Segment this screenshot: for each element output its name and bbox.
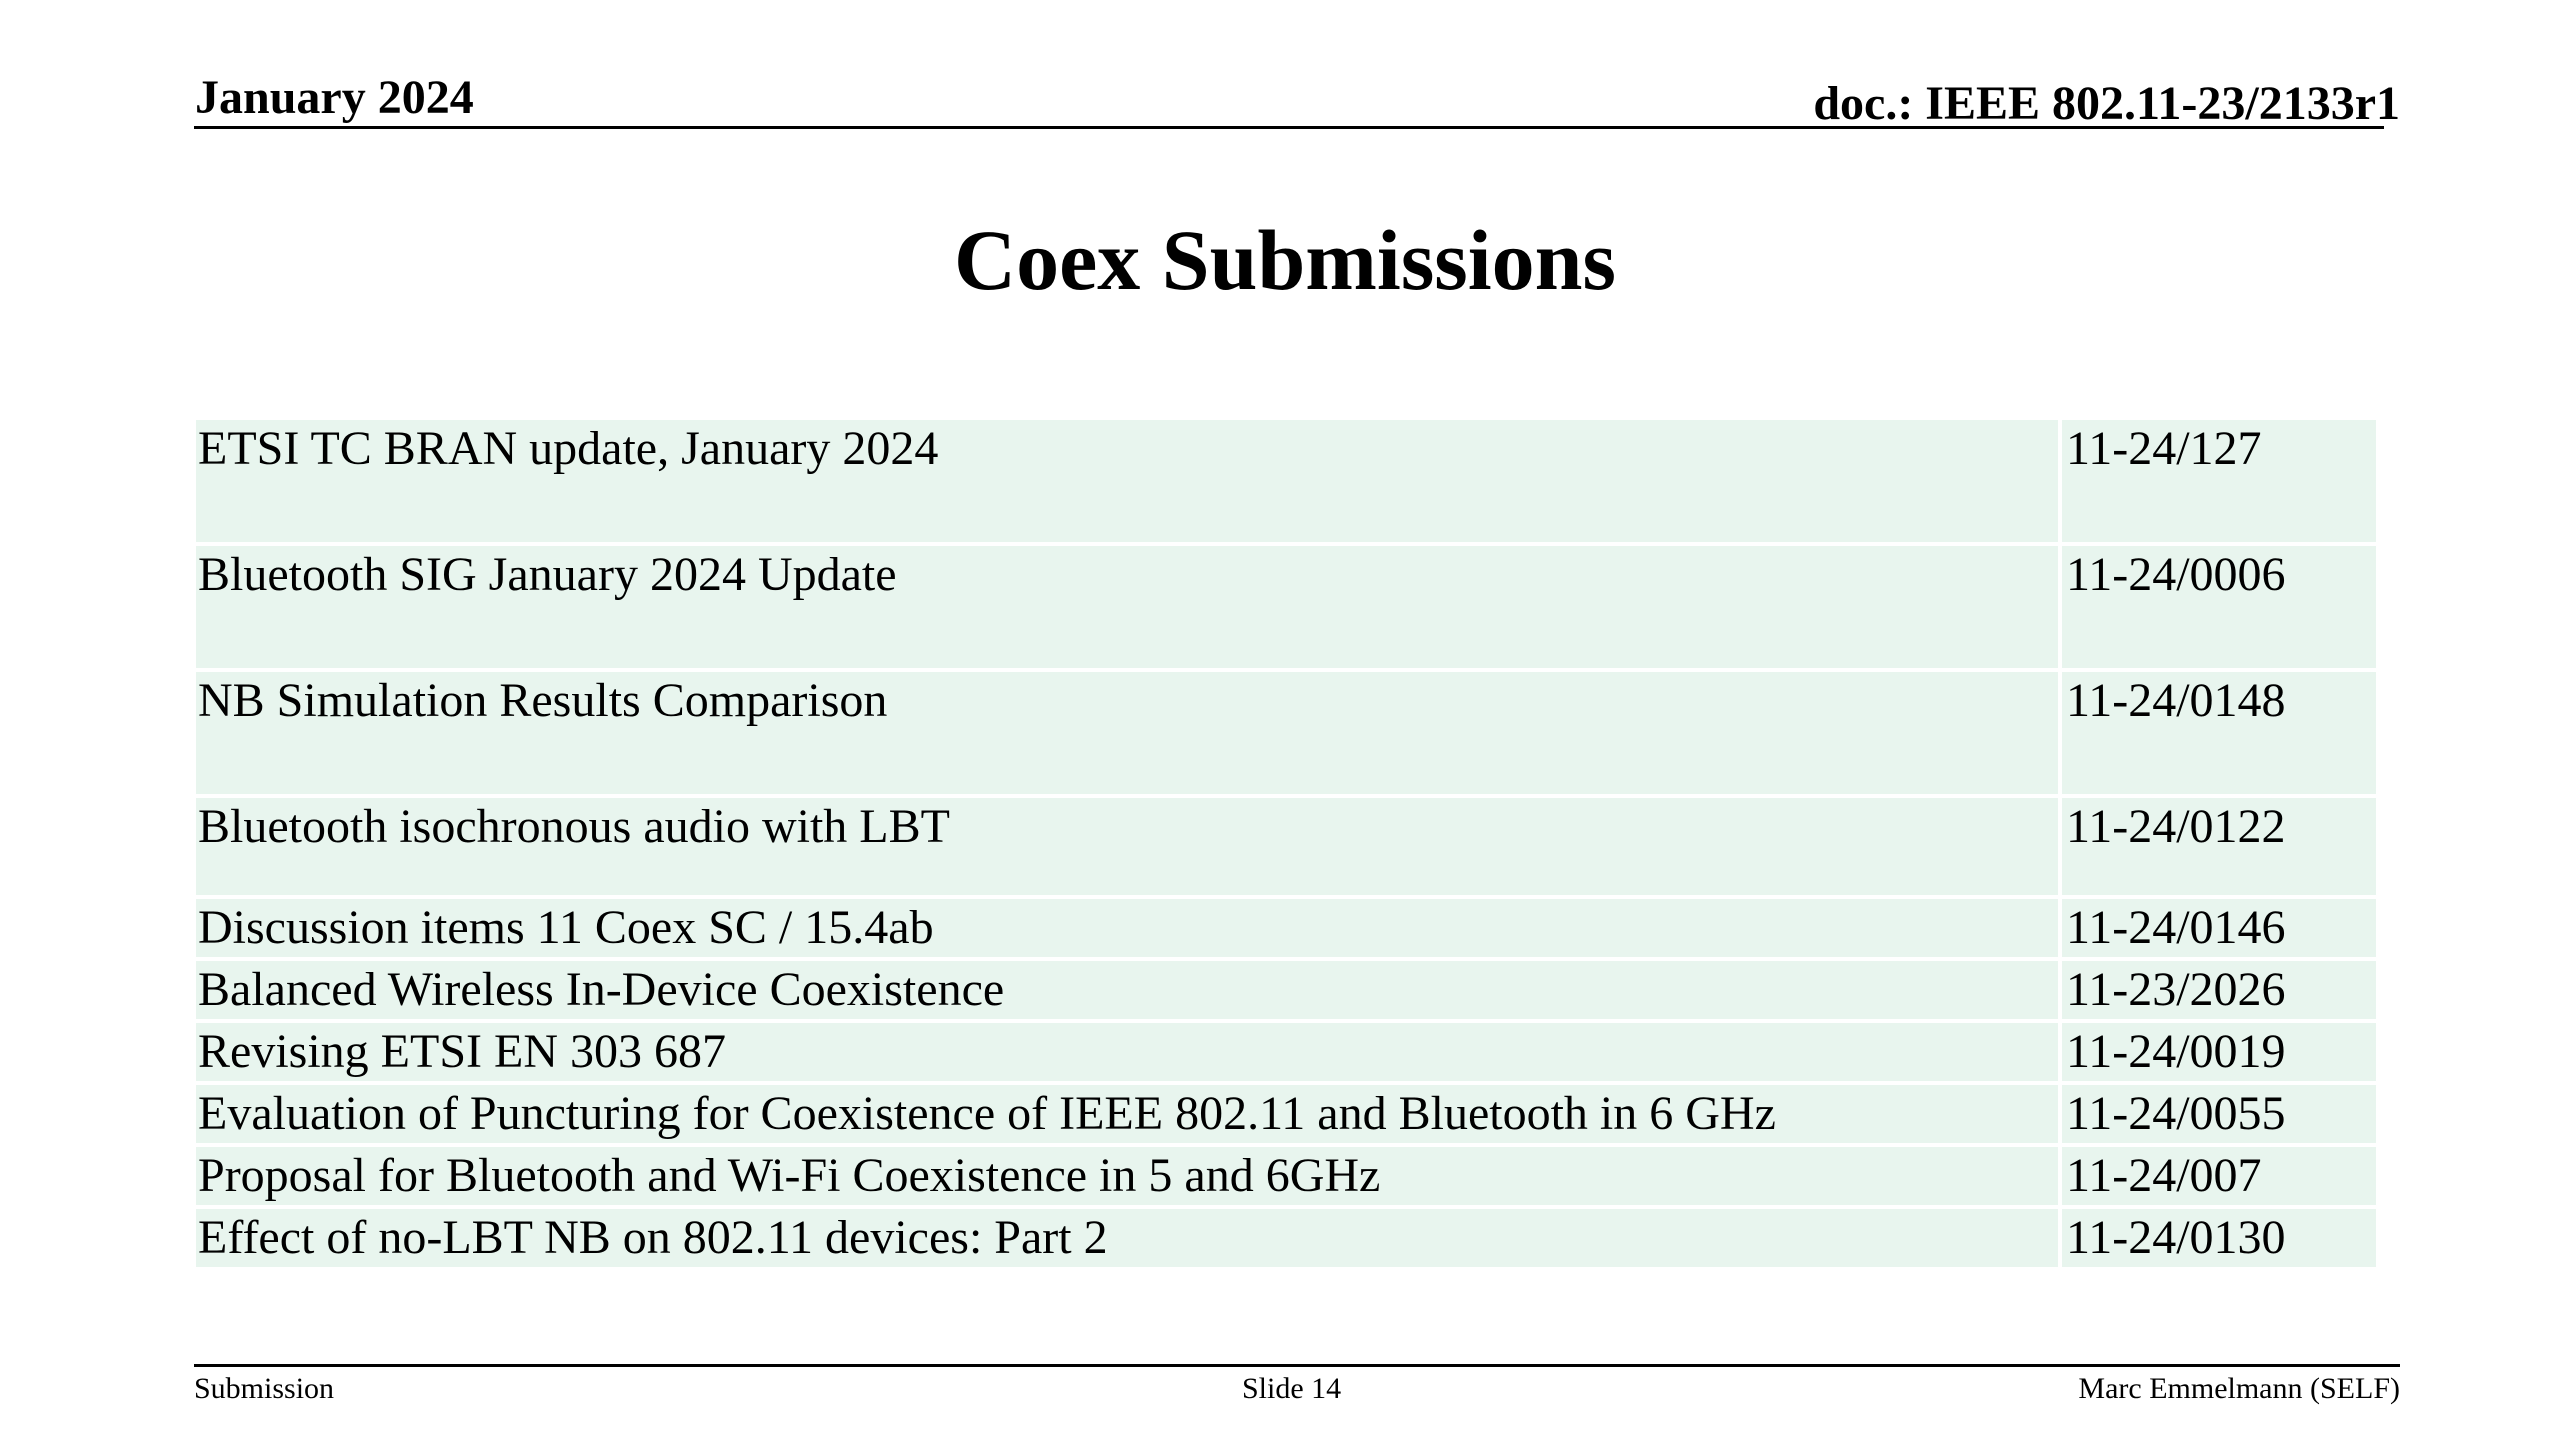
submission-title: ETSI TC BRAN update, January 2024	[196, 420, 2058, 546]
submission-title: Revising ETSI EN 303 687	[196, 1023, 2058, 1085]
table-row	[196, 798, 2376, 899]
submissions-table	[196, 420, 2376, 1271]
submission-title: Bluetooth SIG January 2024 Update	[196, 546, 2058, 672]
submission-doc: 11-24/0122	[2058, 798, 2376, 899]
submission-title: Evaluation of Puncturing for Coexistence of IEEE 802.11 and Bluetooth in 6 GHz	[196, 1085, 2058, 1147]
submission-doc: 11-24/0148	[2058, 672, 2376, 798]
table-row	[196, 546, 2376, 672]
footer-divider	[194, 1364, 2400, 1367]
submission-title: Balanced Wireless In-Device Coexistence	[196, 961, 2058, 1023]
table-row	[196, 672, 2376, 798]
table-row	[196, 1085, 2376, 1147]
submission-doc: 11-24/0019	[2058, 1023, 2376, 1085]
header-divider	[194, 126, 2384, 129]
submission-doc: 11-24/0006	[2058, 546, 2376, 672]
table-row	[196, 1147, 2376, 1209]
header-doc-number: doc.: IEEE 802.11-23/2133r1	[1813, 77, 2400, 130]
footer-submission: Submission	[194, 1372, 335, 1405]
footer-slide-number: Slide 14	[1242, 1372, 1342, 1405]
table-row	[196, 420, 2376, 546]
table-row	[196, 1209, 2376, 1271]
submission-doc: 11-24/0130	[2058, 1209, 2376, 1271]
submission-title: Proposal for Bluetooth and Wi-Fi Coexistence in 5 and 6GHz	[196, 1147, 2058, 1209]
submission-doc: 11-24/0055	[2058, 1085, 2376, 1147]
table-row	[196, 1023, 2376, 1085]
table-row	[196, 961, 2376, 1023]
table-row	[196, 899, 2376, 961]
slide-title: Coex Submissions	[954, 212, 1616, 308]
submission-doc: 11-24/127	[2058, 420, 2376, 546]
submission-doc: 11-24/007	[2058, 1147, 2376, 1209]
submission-doc: 11-23/2026	[2058, 961, 2376, 1023]
submission-title: Bluetooth isochronous audio with LBT	[196, 798, 2058, 899]
submission-doc: 11-24/0146	[2058, 899, 2376, 961]
header-date: January 2024	[195, 71, 474, 124]
submission-title: Effect of no-LBT NB on 802.11 devices: Part 2	[196, 1209, 2058, 1271]
submission-title: NB Simulation Results Comparison	[196, 672, 2058, 798]
submission-title: Discussion items 11 Coex SC / 15.4ab	[196, 899, 2058, 961]
footer-author: Marc Emmelmann (SELF)	[2078, 1372, 2400, 1405]
